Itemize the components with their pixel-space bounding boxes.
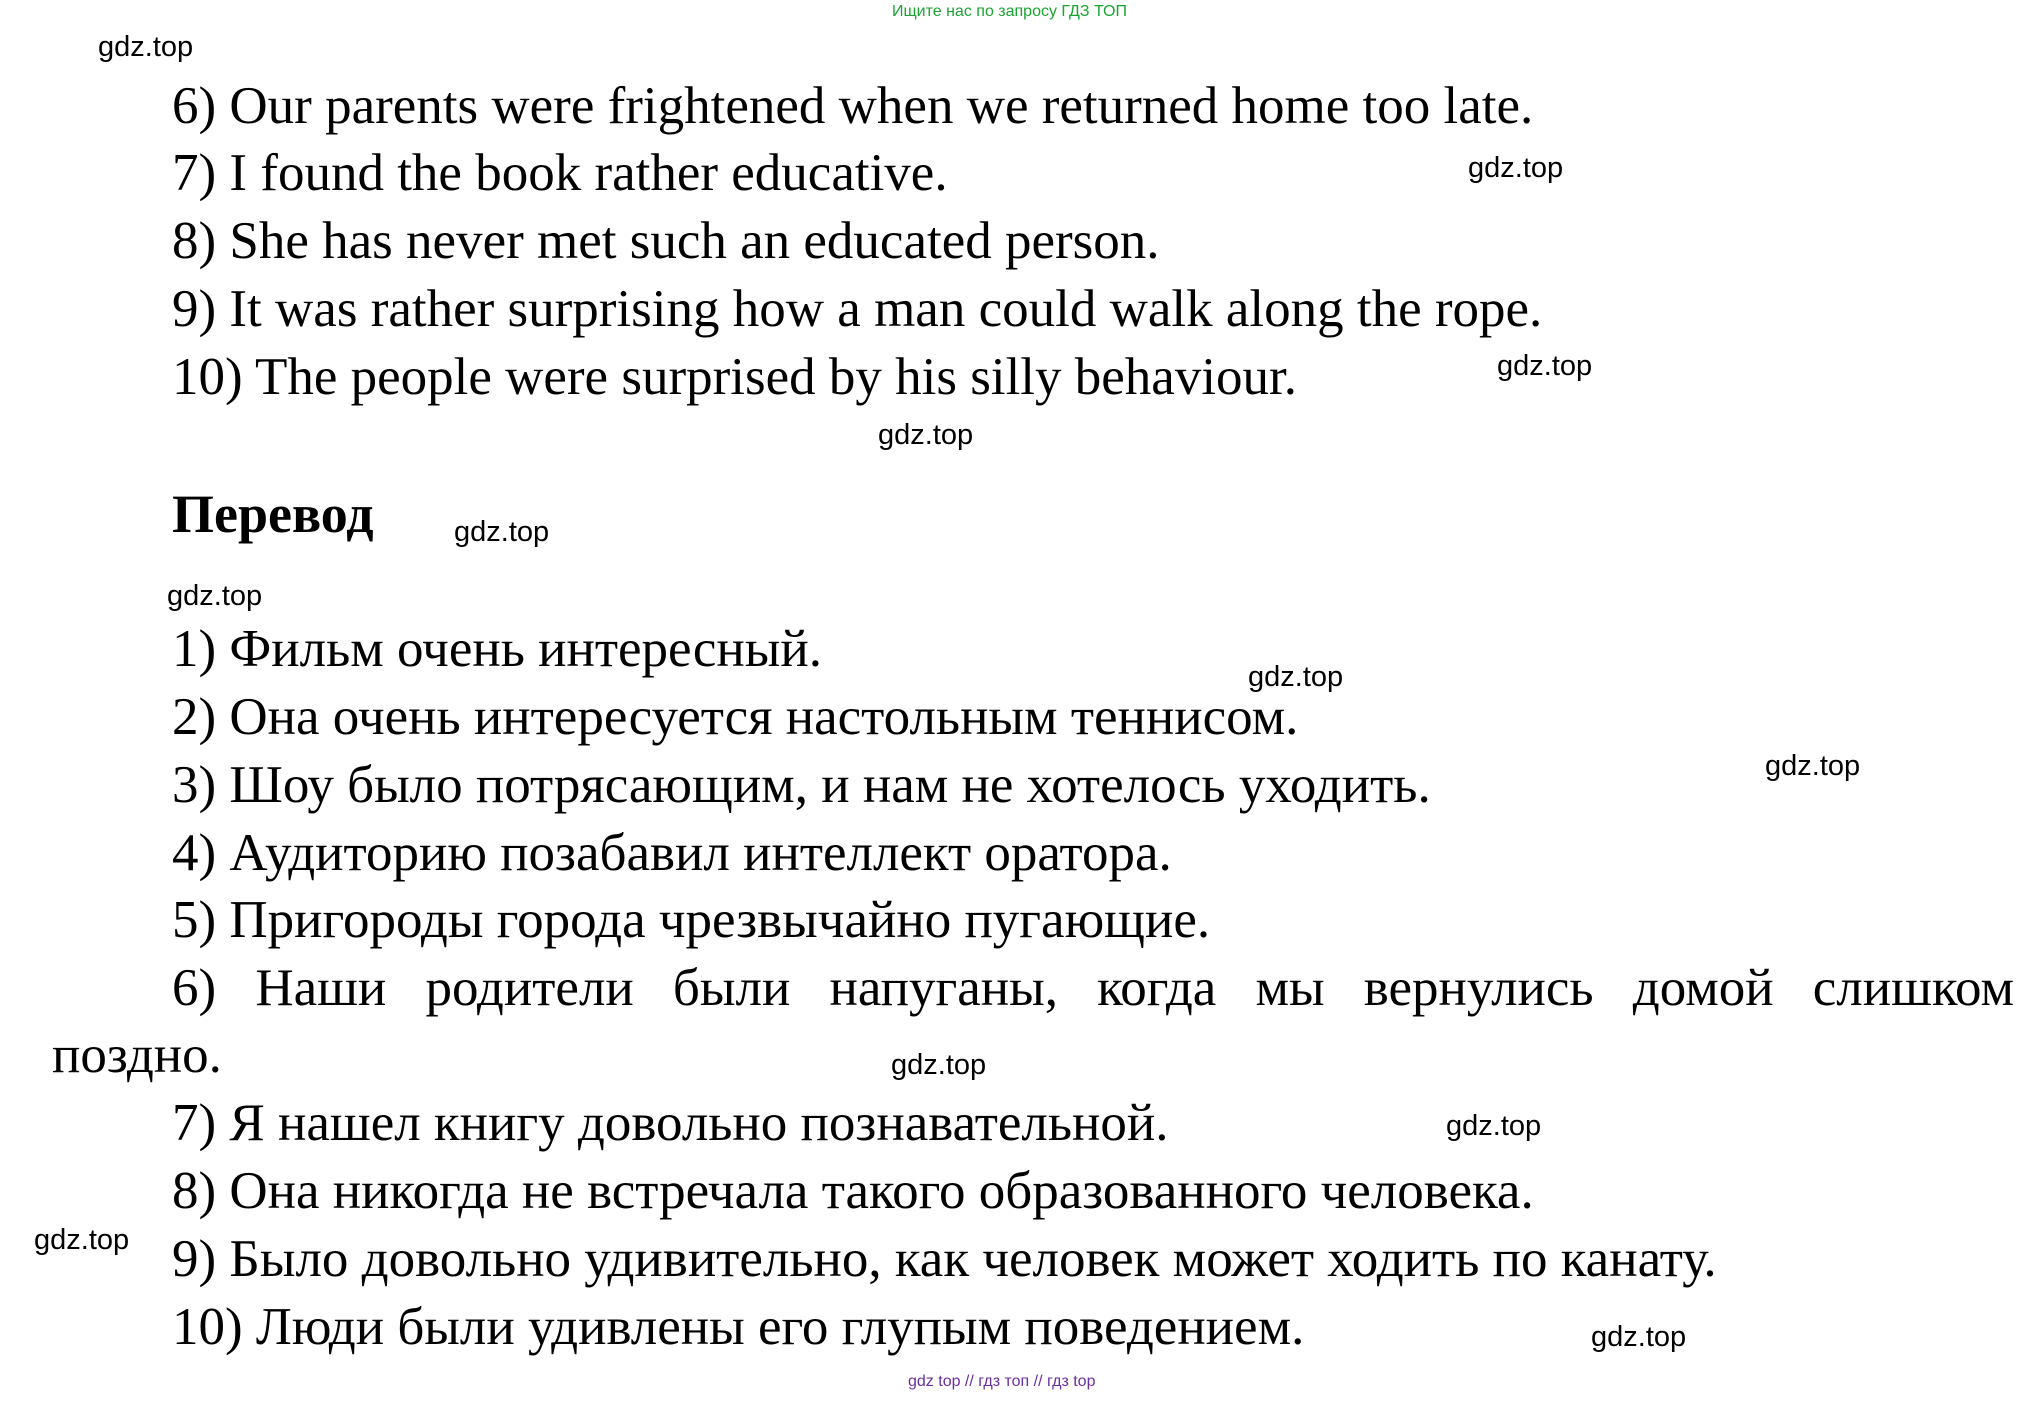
- russian-line-10: 10) Люди были удивлены его глупым поведением.: [172, 1298, 1305, 1356]
- english-line-10: 10) The people were surprised by his silly behaviour.: [172, 348, 1298, 406]
- watermark: gdz.top: [1765, 750, 1861, 782]
- watermark: gdz.top: [878, 419, 974, 451]
- russian-line-2: 2) Она очень интересуется настольным теннисом.: [172, 688, 1299, 746]
- watermark: gdz.top: [454, 516, 550, 548]
- english-line-6: 6) Our parents were frightened when we returned home too late.: [172, 77, 1534, 135]
- russian-line-7: 7) Я нашел книгу довольно познавательной.: [172, 1094, 1169, 1152]
- translation-heading: Перевод: [172, 484, 374, 544]
- watermark: gdz.top: [1468, 152, 1564, 184]
- watermark: gdz.top: [891, 1049, 987, 1081]
- watermark: gdz.top: [1248, 661, 1344, 693]
- english-line-7: 7) I found the book rather educative.: [172, 144, 948, 202]
- top-banner-text: Ищите нас по запросу ГДЗ ТОП: [892, 3, 1127, 20]
- english-line-9: 9) It was rather surprising how a man could walk along the rope.: [172, 280, 1543, 338]
- watermark: gdz.top: [167, 580, 263, 612]
- russian-line-6-continuation: поздно.: [52, 1026, 222, 1084]
- russian-line-6: 6) Наши родители были напуганы, когда мы вернулись домой слишком: [172, 959, 2014, 1017]
- watermark: gdz.top: [98, 31, 194, 63]
- watermark: gdz.top: [1591, 1321, 1687, 1353]
- russian-line-4: 4) Аудиторию позабавил интеллект оратора.: [172, 824, 1172, 882]
- russian-line-1: 1) Фильм очень интересный.: [172, 620, 823, 678]
- watermark: gdz.top: [1497, 350, 1593, 382]
- russian-line-8: 8) Она никогда не встречала такого образованного человека.: [172, 1162, 1534, 1220]
- footer-text: gdz top // гдз топ // гдз top: [908, 1373, 1096, 1390]
- watermark: gdz.top: [34, 1224, 130, 1256]
- watermark: gdz.top: [1446, 1110, 1542, 1142]
- english-line-8: 8) She has never met such an educated person.: [172, 212, 1160, 270]
- russian-line-5: 5) Пригороды города чрезвычайно пугающие.: [172, 891, 1211, 949]
- russian-line-9: 9) Было довольно удивительно, как человек может ходить по канату.: [172, 1230, 1717, 1288]
- russian-line-3: 3) Шоу было потрясающим, и нам не хотелось уходить.: [172, 756, 1431, 814]
